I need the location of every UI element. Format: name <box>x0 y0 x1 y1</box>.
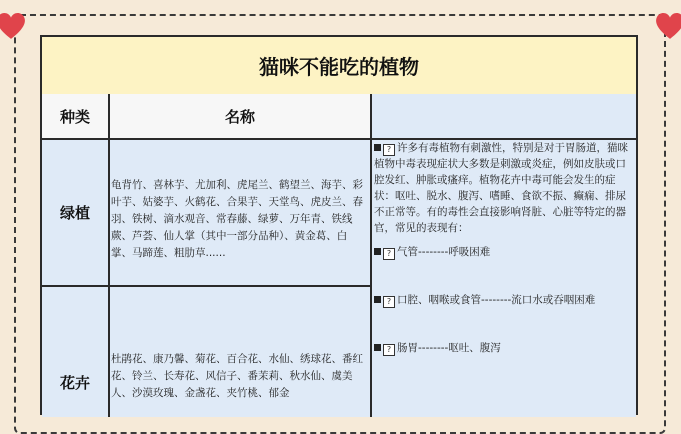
question-box-icon: ? <box>383 296 395 308</box>
symptom-intro-text: 许多有毒植物有刺激性，特别是对于胃肠道，猫咪植物中毒表现症状大多数是刺激或炎症，例如皮肤或口腔发红、肿胀或瘙痒。植物花卉中毒可能会发生的症状：呕吐、脱水、腹泻、嗜睡、食欲不振、癫痫、排尿不正常等。有的毒性会直接影响肾脏、心脏等特定的器官，常见的表现有： <box>374 142 628 234</box>
question-box-icon: ? <box>383 344 395 356</box>
question-box-icon: ? <box>383 248 395 260</box>
symptom-intro <box>374 140 630 236</box>
plant-table <box>40 35 638 415</box>
heart-icon <box>653 8 681 42</box>
symptom-item <box>374 292 630 308</box>
names-cell-green-plants <box>110 140 372 287</box>
square-bullet-icon <box>374 296 381 303</box>
header-blank <box>372 94 636 140</box>
kind-cell-green-plants <box>42 140 110 287</box>
kind-cell-flowers <box>42 287 110 417</box>
plant-names: 龟背竹、喜林芋、尤加利、虎尾兰、鹤望兰、海芋、彩叶芋、姑婆芋、火鹤花、合果芋、天堂鸟、虎皮兰、春羽、铁树、滴水观音、常春藤、绿萝、万年青、铁线蕨、芦荟、仙人掌（其中一部分品种）、黄金葛、白掌、马蹄莲、粗肋草...... <box>111 179 363 259</box>
square-bullet-icon <box>374 344 381 351</box>
symptom-item <box>374 340 630 356</box>
symptom-item-text: 气管--------呼吸困难 <box>397 246 491 258</box>
heart-icon <box>0 8 28 42</box>
header-kind: 种类 <box>42 94 110 140</box>
header-name: 名称 <box>110 94 372 140</box>
kind-label: 花卉 <box>59 373 90 392</box>
symptom-item <box>374 244 630 260</box>
symptom-item-text: 口腔、咽喉或食管--------流口水或吞咽困难 <box>397 294 596 306</box>
page-title: 猫咪不能吃的植物 <box>42 37 636 96</box>
plant-names: 杜鹃花、康乃馨、菊花、百合花、水仙、绣球花、番红花、铃兰、长寿花、风信子、番茉莉、秋水仙、虞美人、沙漠玫瑰、金盏花、夹竹桃、郁金 <box>111 353 363 399</box>
names-cell-flowers <box>110 287 372 417</box>
kind-label: 绿植 <box>59 204 90 222</box>
square-bullet-icon <box>374 144 381 151</box>
question-box-icon: ? <box>383 144 395 156</box>
symptom-item-text: 肠胃--------呕吐、腹泻 <box>397 342 501 354</box>
square-bullet-icon <box>374 248 381 255</box>
symptoms-cell <box>372 140 636 417</box>
